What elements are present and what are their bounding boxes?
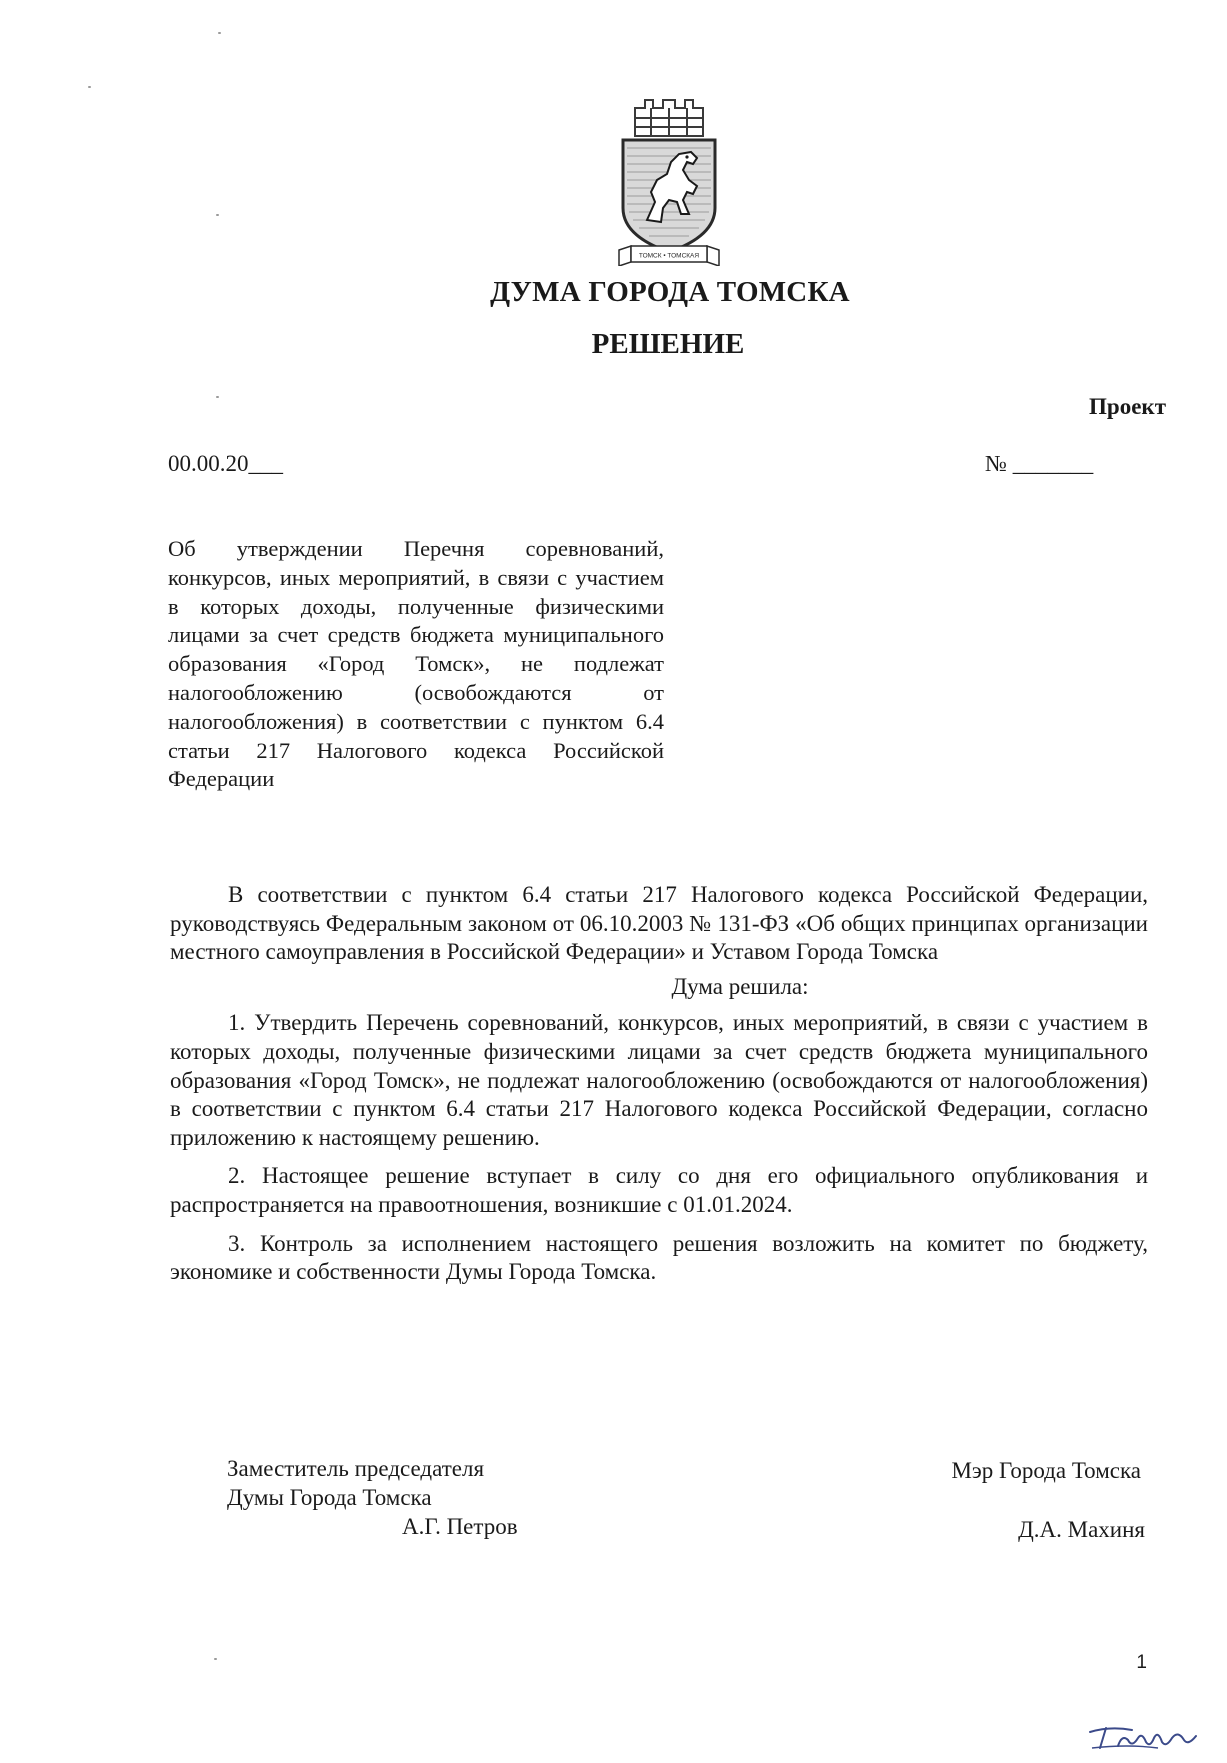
scan-speck xyxy=(216,214,219,216)
scan-speck xyxy=(218,32,221,34)
draft-status-label: Проект xyxy=(1089,394,1166,419)
tomsk-coat-of-arms-icon xyxy=(617,96,721,266)
resolved-heading: Дума решила: xyxy=(671,973,809,999)
signatory-left-title-line1: Заместитель председателя xyxy=(227,1456,485,1481)
page-number: 1 xyxy=(1136,1652,1147,1673)
document-type: РЕШЕНИЕ xyxy=(591,328,745,360)
decision-item-2: 2. Настоящее решение вступает в силу со дня его официального опубликования и распространяется на правоотношения, возникшие с 01.01.2024. xyxy=(170,1163,1148,1217)
org-title: ДУМА ГОРОДА ТОМСКА xyxy=(490,276,850,308)
signatory-right-title: Мэр Города Томска xyxy=(951,1458,1141,1483)
scan-speck xyxy=(216,396,219,398)
signatory-left-name: А.Г. Петров xyxy=(402,1514,518,1539)
emblem-ribbon-text: ТОМСК • ТОМСКАЯ xyxy=(638,252,700,260)
document-date: 00.00.20___ xyxy=(168,451,283,476)
signatory-right-name: Д.А. Махиня xyxy=(1018,1517,1145,1542)
decision-item-1: 1. Утвердить Перечень соревнований, конкурсов, иных мероприятий, в связи с участием в которых доходы, полученные физическими лицами за счет средств бюджета муниципального образования «Город Томск», не подлежат налогообложению (освобождаются от налогообложения) в соответствии с пунктом 6.4 статьи 217 Налогового кодекса Российской Федерации, согласно приложению к настоящему решению. xyxy=(170,1010,1148,1150)
scan-speck xyxy=(88,86,91,88)
document-number: № _______ xyxy=(985,451,1094,476)
document-body xyxy=(170,881,1148,1297)
document-subject: Об утверждении Перечня соревнований, конкурсов, иных мероприятий, в связи с участием в которых доходы, полученные физическими лицами за счет средств бюджета муниципального образования «Город Томск», не подлежат налогообложению (освобождаются от налогообложения) в соответствии с пунктом 6.4 статьи 217 Налогового кодекса Российской Федерации xyxy=(168,536,664,792)
handwritten-initials-icon xyxy=(1088,1718,1200,1752)
scan-speck xyxy=(214,1658,217,1660)
signatory-left-title-line2: Думы Города Томска xyxy=(227,1485,432,1510)
preamble-paragraph: В соответствии с пунктом 6.4 статьи 217 Налогового кодекса Российской Федерации, руководствуясь Федеральным законом от 06.10.2003 № 131-ФЗ «Об общих принципах организации местного самоуправления в Российской Федерации» и Уставом Города Томска xyxy=(170,882,1148,965)
decision-item-3: 3. Контроль за исполнением настоящего решения возложить на комитет по бюджету, экономике и собственности Думы Города Томска. xyxy=(170,1230,1148,1285)
